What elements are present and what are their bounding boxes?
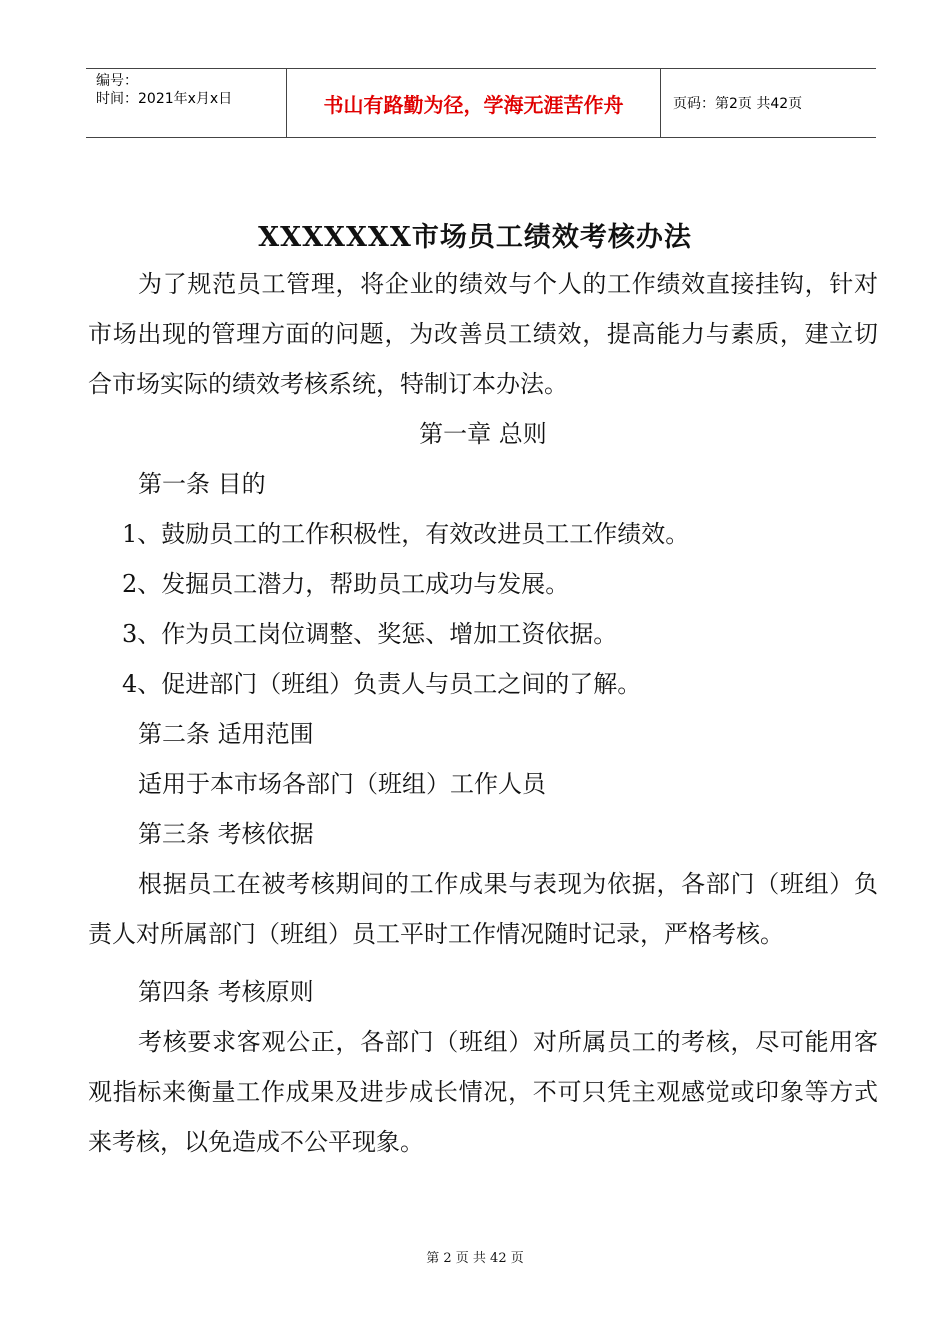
document-body bbox=[88, 259, 878, 1167]
document-title: XXXXXXX市场员工绩效考核办法 bbox=[258, 222, 692, 253]
article-2-title: 第二条 适用范围 bbox=[138, 720, 314, 748]
list-item: 3、作为员工岗位调整、奖惩、增加工资依据。 bbox=[122, 620, 618, 648]
list-item: 4、促进部门（班组）负责人与员工之间的了解。 bbox=[122, 670, 642, 698]
header-page-info: 页码：第2页 共42页 bbox=[673, 96, 803, 112]
intro-paragraph: 为了规范员工管理，将企业的绩效与个人的工作绩效直接挂钩，针对市场出现的管理方面的问题，为改善员工绩效，提高能力与素质，建立切合市场实际的绩效考核系统，特制订本办法。 bbox=[88, 270, 878, 398]
article-2-text: 适用于本市场各部门（班组）工作人员 bbox=[138, 770, 546, 798]
list-item: 2、发掘员工潜力，帮助员工成功与发展。 bbox=[122, 570, 570, 598]
page-footer: 第 2 页 共 42 页 bbox=[426, 1251, 524, 1266]
article-3-text: 根据员工在被考核期间的工作成果与表现为依据，各部门（班组）负责人对所属部门（班组）员工平时工作情况随时记录，严格考核。 bbox=[88, 870, 878, 948]
header-meta bbox=[86, 69, 287, 137]
document-header bbox=[86, 68, 876, 138]
time-label: 时间：2021年x月x日 bbox=[96, 91, 233, 107]
header-motto: 书山有路勤为径，学海无涯苦作舟 bbox=[287, 69, 661, 137]
article-4-text: 考核要求客观公正，各部门（班组）对所属员工的考核，尽可能用客观指标来衡量工作成果及进步成长情况，不可只凭主观感觉或印象等方式来考核，以免造成不公平现象。 bbox=[88, 1028, 878, 1156]
serial-label: 编号： bbox=[96, 73, 138, 89]
list-item: 1、鼓励员工的工作积极性，有效改进员工工作绩效。 bbox=[122, 520, 690, 548]
article-3-title: 第三条 考核依据 bbox=[138, 820, 314, 848]
chapter-heading: 第一章 总则 bbox=[419, 420, 547, 448]
article-4-title: 第四条 考核原则 bbox=[138, 978, 314, 1006]
article-1-title: 第一条 目的 bbox=[138, 470, 266, 498]
